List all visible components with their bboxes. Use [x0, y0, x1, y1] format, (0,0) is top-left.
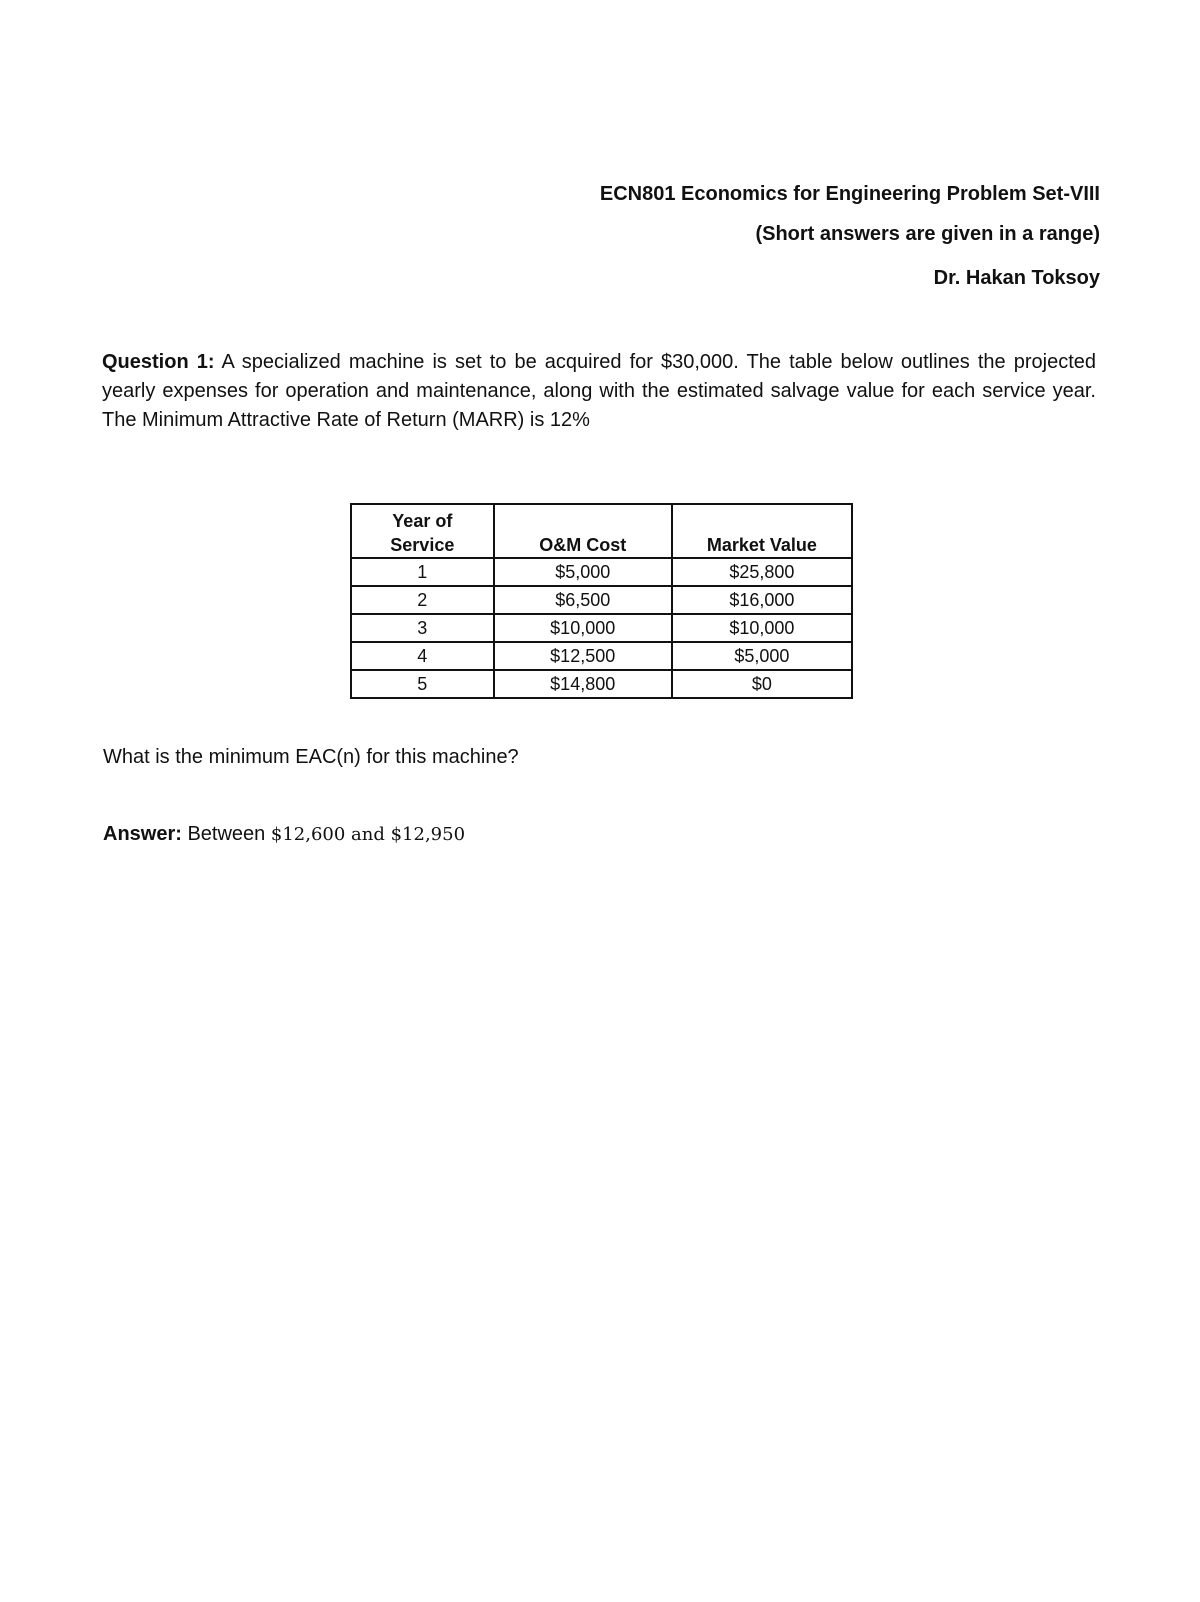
table-row: [351, 586, 852, 614]
answer-line: [103, 822, 465, 847]
table-header-market-value: Market Value: [672, 504, 852, 558]
data-table: [350, 503, 853, 699]
question-text: A specialized machine is set to be acquired for $30,000. The table below outlines the projected yearly expenses for operation and maintenance, along with the estimated salvage value for each service year. The Minimum Attractive Rate of Return (MARR) is 12%: [102, 351, 1097, 431]
table-row: [351, 642, 852, 670]
table-cell: $14,800: [494, 670, 672, 698]
author-name: Dr. Hakan Toksoy: [933, 267, 1100, 289]
table-row: [351, 558, 852, 586]
answer-label: Answer:: [103, 823, 182, 845]
answer-range: $12,600 and $12,950: [270, 824, 466, 845]
table-cell: $12,500: [494, 642, 672, 670]
table-cell: $0: [672, 670, 852, 698]
table-cell: 1: [351, 558, 494, 586]
table-header-year: [351, 504, 494, 558]
document-title: ECN801 Economics for Engineering Problem Set-VIII: [599, 183, 1100, 205]
table-cell: $5,000: [672, 642, 852, 670]
table-cell: $25,800: [672, 558, 852, 586]
table-cell: $16,000: [672, 586, 852, 614]
table-cell: 3: [351, 614, 494, 642]
question-prompt: What is the minimum EAC(n) for this machine?: [103, 746, 519, 768]
question-paragraph: [102, 348, 1096, 435]
answer-prefix: Between: [187, 823, 266, 845]
question-label: Question 1:: [102, 351, 215, 373]
table-header-year-label: Year of Service: [390, 511, 455, 555]
table-cell: 4: [351, 642, 494, 670]
table-cell: 2: [351, 586, 494, 614]
table-cell: 5: [351, 670, 494, 698]
table-header-om-cost: O&M Cost: [494, 504, 672, 558]
table-row: [351, 670, 852, 698]
table-row: [351, 614, 852, 642]
table-header-row: [351, 504, 852, 558]
table-cell: $6,500: [494, 586, 672, 614]
table-cell: $10,000: [672, 614, 852, 642]
document-subtitle: (Short answers are given in a range): [755, 223, 1100, 245]
table-cell: $10,000: [494, 614, 672, 642]
table-cell: $5,000: [494, 558, 672, 586]
